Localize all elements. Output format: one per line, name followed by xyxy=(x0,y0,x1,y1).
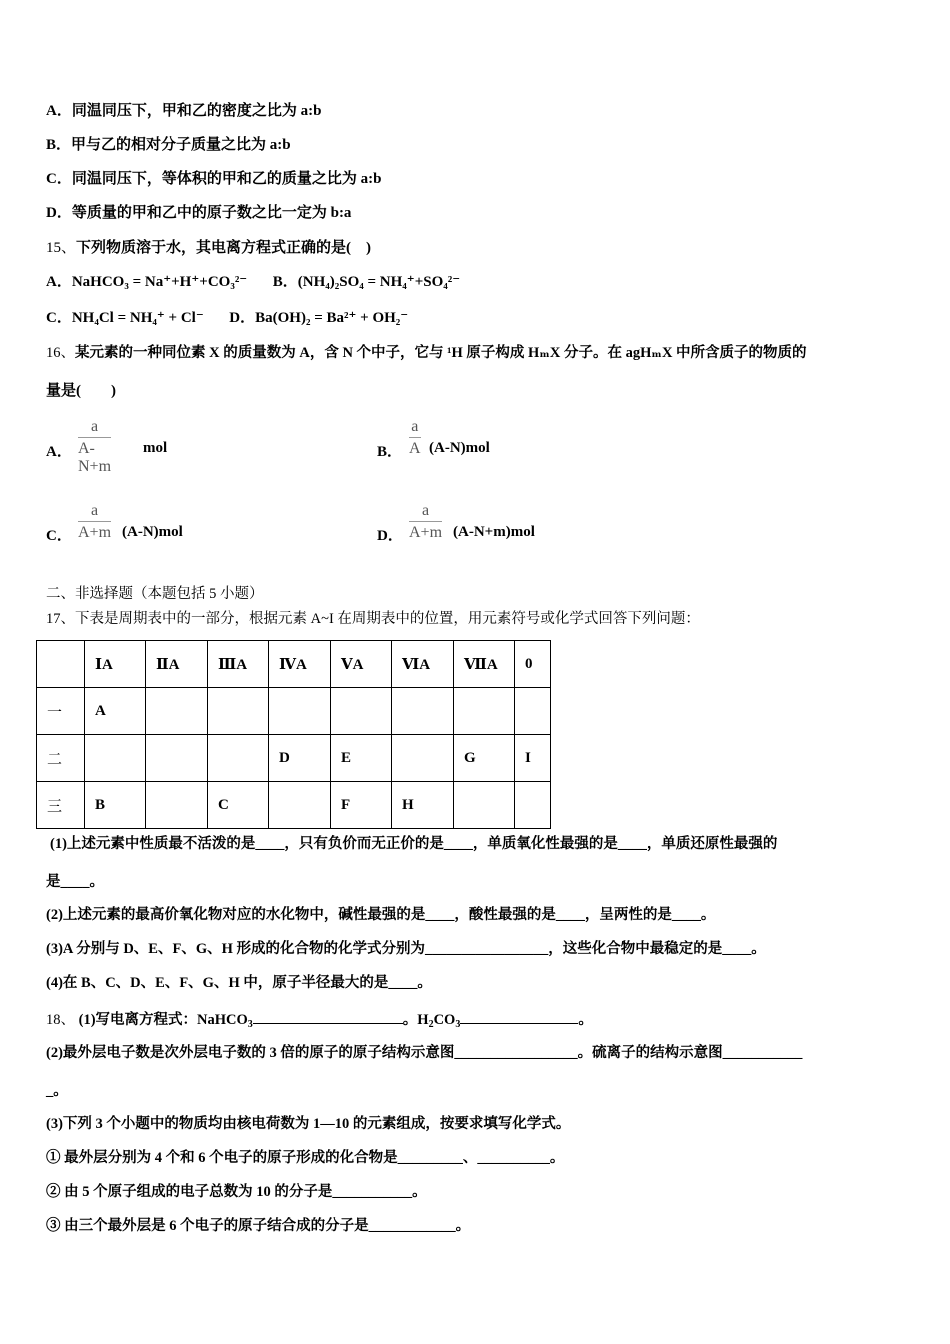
sub-question-text: 。 xyxy=(578,1012,593,1028)
option-label: B． xyxy=(46,137,72,153)
table-cell: I xyxy=(515,735,551,782)
table-cell xyxy=(146,735,208,782)
option-text: 同温同压下，等体积的甲和乙的质量之比为 a:b xyxy=(71,171,382,187)
option-tail: (A-N)mol xyxy=(122,524,183,540)
q18-sub3 xyxy=(46,1114,570,1134)
sub-question-text: (1)上述元素中性质最不活泼的是____，只有负价而无正价的是____，单质氧化性最强的是____，单质还原性最强的 xyxy=(50,836,778,852)
sub-question-text: 是____。 xyxy=(46,874,104,890)
table-cell xyxy=(454,782,515,829)
table-cell xyxy=(392,735,454,782)
option-b-equation: (NH₄)₂SO₄ = NH₄⁺+SO₄²⁻ xyxy=(297,274,461,290)
section-heading xyxy=(46,584,264,604)
subscript: 3 xyxy=(455,1019,461,1030)
numerator: a xyxy=(90,418,99,435)
table-header-cell: ⅢA xyxy=(208,641,269,688)
fraction xyxy=(409,418,421,458)
q18-sub2-line1 xyxy=(46,1043,802,1063)
option-label: B． xyxy=(272,274,298,290)
fraction-bar xyxy=(78,521,111,522)
option-c-equation: NH₄Cl = NH₄⁺ + Cl⁻ xyxy=(71,310,204,326)
sub-question-text: _。 xyxy=(46,1083,68,1099)
question-number: 16、 xyxy=(46,345,75,361)
option-tail: (A-N+m)mol xyxy=(453,524,535,540)
fraction-bar xyxy=(409,521,442,522)
table-header-cell: ⅤA xyxy=(331,641,392,688)
denominator: A xyxy=(409,440,421,457)
sub-question-text: (2)最外层电子数是次外层电子数的 3 倍的原子的原子结构示意图_________________。硫离子的结构示意图___________ xyxy=(46,1045,803,1061)
question-number: 18、 xyxy=(46,1012,75,1028)
period-label: 三 xyxy=(37,782,85,829)
q18-item3 xyxy=(46,1216,470,1236)
table-header-cell: 0 xyxy=(515,641,551,688)
table-cell xyxy=(208,688,269,735)
option-label: C． xyxy=(46,528,72,544)
sub-question-text: (1)写电离方程式：NaHCO xyxy=(75,1012,248,1028)
q17-sub3 xyxy=(46,939,766,959)
table-row xyxy=(37,688,551,735)
table-row xyxy=(37,782,551,829)
q16-stem-line1 xyxy=(46,343,807,363)
q14-option-a xyxy=(46,101,321,121)
fraction-bar xyxy=(78,437,111,438)
sub-question-text: (4)在 B、C、D、E、F、G、H 中，原子半径最大的是____。 xyxy=(46,975,432,991)
table-header-cell: ⅠA xyxy=(85,641,146,688)
table-cell: E xyxy=(331,735,392,782)
sub-question-text: CO xyxy=(433,1012,456,1028)
sub-item-text: ③ 由三个最外层是 6 个电子的原子结合成的分子是____________。 xyxy=(46,1218,471,1234)
option-label: C． xyxy=(46,171,72,187)
q15-stem xyxy=(46,238,371,258)
denominator: A+m xyxy=(78,524,112,541)
denominator: A-N+m xyxy=(78,440,112,475)
option-label: D． xyxy=(229,310,256,326)
table-header-cell: ⅦA xyxy=(454,641,515,688)
sub-question-text: 。H xyxy=(402,1012,429,1028)
table-cell xyxy=(269,688,331,735)
table-cell: D xyxy=(269,735,331,782)
question-stem: 某元素的一种同位素 X 的质量数为 A，含 N 个中子，它与 ¹H 原子构成 HₘX 分子。在 agHₘX 中所含质子的物质的 xyxy=(75,345,807,361)
question-number: 17、 xyxy=(46,611,75,627)
table-cell: F xyxy=(331,782,392,829)
option-label: D． xyxy=(377,528,403,544)
table-cell xyxy=(515,688,551,735)
option-tail: mol xyxy=(143,440,168,456)
numerator: a xyxy=(421,502,430,519)
table-row xyxy=(37,735,551,782)
table-cell xyxy=(454,688,515,735)
q17-stem xyxy=(46,609,700,629)
q14-option-c xyxy=(46,169,381,189)
option-label: B． xyxy=(377,444,403,460)
table-cell: H xyxy=(392,782,454,829)
period-label: 一 xyxy=(37,688,85,735)
option-text: 等质量的甲和乙中的原子数之比一定为 b:a xyxy=(71,205,352,221)
question-number: 15、 xyxy=(46,240,77,256)
table-cell: A xyxy=(85,688,146,735)
table-cell xyxy=(85,735,146,782)
periodic-table-excerpt xyxy=(36,640,551,829)
option-label: A． xyxy=(46,103,72,119)
option-tail: (A-N)mol xyxy=(429,440,490,456)
q18-sub2-line2 xyxy=(46,1081,68,1101)
q17-sub2 xyxy=(46,905,715,925)
option-label: C． xyxy=(46,310,72,326)
table-cell xyxy=(515,782,551,829)
table-cell xyxy=(208,735,269,782)
table-header-cell: ⅣA xyxy=(269,641,331,688)
sub-question-text: (3)下列 3 个小题中的物质均由核电荷数为 1—10 的元素组成，按要求填写化学式。 xyxy=(46,1116,571,1132)
q15-options-cd xyxy=(46,308,408,328)
table-header-cell: ⅥA xyxy=(392,641,454,688)
sub-item-text: ② 由 5 个原子组成的电子总数为 10 的分子是___________。 xyxy=(46,1184,427,1200)
q14-option-b xyxy=(46,135,291,155)
table-cell: B xyxy=(85,782,146,829)
subscript: 2 xyxy=(428,1019,434,1030)
option-label: A． xyxy=(46,274,72,290)
question-stem-cont: 量是( ) xyxy=(46,383,116,399)
denominator: A+m xyxy=(409,524,443,541)
option-d-equation: Ba(OH)₂ = Ba²⁺ + OH₂⁻ xyxy=(255,310,409,326)
q18-item1 xyxy=(46,1148,564,1168)
table-cell xyxy=(392,688,454,735)
table-cell xyxy=(331,688,392,735)
numerator: a xyxy=(90,502,99,519)
fraction-bar xyxy=(409,437,421,438)
q16-stem-line2 xyxy=(46,381,116,401)
q18-item2 xyxy=(46,1182,427,1202)
q18-sub1 xyxy=(46,1009,593,1030)
table-cell xyxy=(146,688,208,735)
option-label: A． xyxy=(46,444,72,460)
section-title: 二、非选择题（本题包括 5 小题） xyxy=(46,586,264,602)
table-cell: C xyxy=(208,782,269,829)
table-cell xyxy=(146,782,208,829)
q14-option-d xyxy=(46,203,351,223)
q17-sub4 xyxy=(46,973,432,993)
table-cell: G xyxy=(454,735,515,782)
answer-blank[interactable] xyxy=(253,1009,403,1024)
question-stem: 下表是周期表中的一部分，根据元素 A~I 在周期表中的位置，用元素符号或化学式回答下列问题： xyxy=(75,611,700,627)
sub-item-text: ① 最外层分别为 4 个和 6 个电子的原子形成的化合物是_________、__________。 xyxy=(46,1150,565,1166)
table-header-cell xyxy=(37,641,85,688)
option-a-equation: NaHCO₃ = Na⁺+H⁺+CO₃²⁻ xyxy=(71,274,248,290)
table-cell xyxy=(269,782,331,829)
q17-sub1-line2 xyxy=(46,872,104,892)
numerator: a xyxy=(411,418,419,435)
answer-blank[interactable] xyxy=(460,1009,578,1024)
fraction xyxy=(78,418,111,476)
option-text: 甲与乙的相对分子质量之比为 a:b xyxy=(71,137,291,153)
fraction xyxy=(78,502,111,542)
fraction xyxy=(409,502,442,542)
sub-question-text: (3)A 分别与 D、E、F、G、H 形成的化合物的化学式分别为_________________，这些化合物中最稳定的是____。 xyxy=(46,941,766,957)
option-label: D． xyxy=(46,205,72,221)
period-label: 二 xyxy=(37,735,85,782)
q15-options-ab xyxy=(46,272,460,292)
question-stem: 下列物质溶于水，其电离方程式正确的是( ) xyxy=(76,240,372,256)
sub-question-text: (2)上述元素的最高价氧化物对应的水化物中，碱性最强的是____，酸性最强的是____，呈两性的是____。 xyxy=(46,907,716,923)
option-text: 同温同压下，甲和乙的密度之比为 a:b xyxy=(71,103,322,119)
subscript: 3 xyxy=(247,1019,253,1030)
table-header-cell: ⅡA xyxy=(146,641,208,688)
q17-sub1-line1 xyxy=(50,834,777,854)
table-header-row xyxy=(37,641,551,688)
